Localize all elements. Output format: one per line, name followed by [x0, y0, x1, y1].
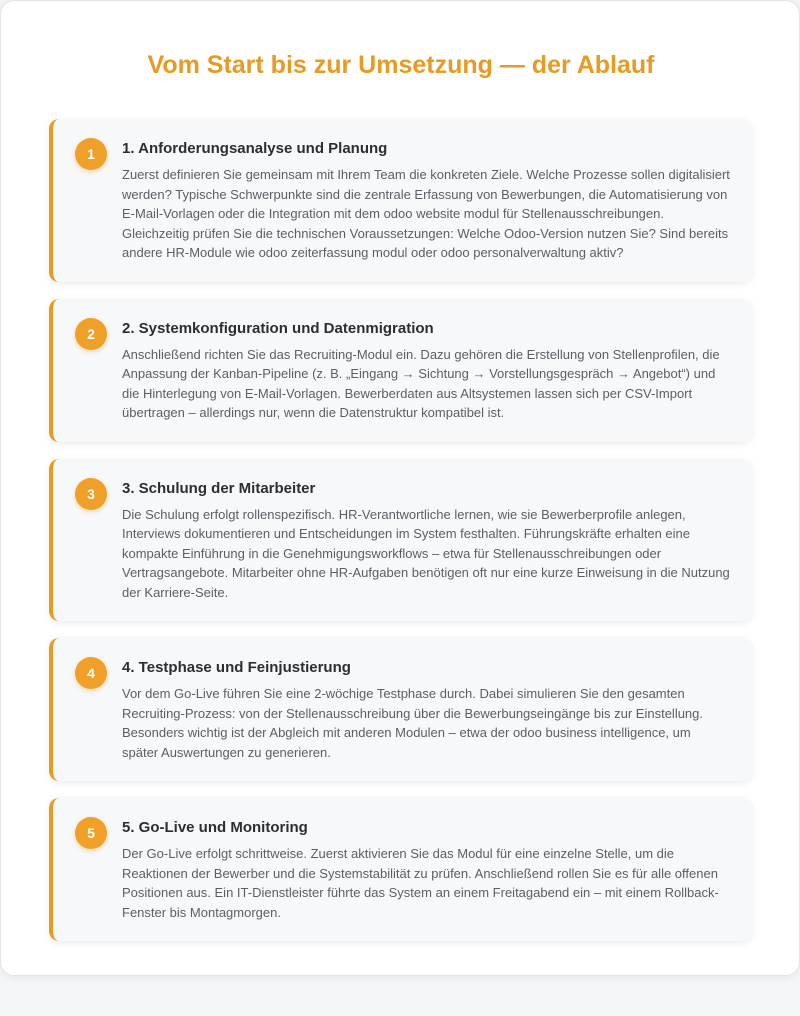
step-number-badge: 5 — [75, 817, 107, 849]
step-number-badge: 2 — [75, 318, 107, 350]
page-title: Vom Start bis zur Umsetzung — der Ablauf — [147, 51, 655, 79]
step-description: Vor dem Go-Live führen Sie eine 2-wöchige Testphase durch. Dabei simulieren Sie den gesamten Recruiting-Prozess: von der Stellenausschreibung über die Bewerbungseingänge bis zur Einstellung. Besonders wichtig ist der Abgleich mit anderen Modulen – etwa der odoo business intelligence, um später Auswertungen zu generieren. — [122, 686, 704, 760]
step-number-badge: 4 — [75, 657, 107, 689]
step-title: 2. Systemkonfiguration und Datenmigration — [122, 319, 434, 337]
step-description: Der Go-Live erfolgt schrittweise. Zuerst aktivieren Sie das Modul für eine einzelne Stelle, um die Reaktionen der Bewerber und die Systemstabilität zu prüfen. Anschließend rollen Sie es für alle offenen Positionen aus. Ein IT-Dienstleister führte das System an einem Freitagabend ein – mit einem Rollback-Fenster bis Montagmorgen. — [122, 846, 719, 920]
step-item-1 — [49, 119, 752, 282]
steps-list — [49, 119, 752, 958]
step-description: Zuerst definieren Sie gemeinsam mit Ihrem Team die konkreten Ziele. Welche Prozesse sollen digitalisiert werden? Typische Schwerpunkte sind die zentrale Erfassung von Bewerbungen, die Automatisierung von E-Mail-Vorlagen oder die Integration mit dem odoo website modul für Stellenausschreibungen. Gleichzeitig prüfen Sie die technischen Voraussetzungen: Welche Odoo-Version nutzen Sie? Sind bereits andere HR-Module wie odoo zeiterfassung modul oder odoo personalverwaltung aktiv? — [122, 167, 730, 260]
step-title: 1. Anforderungsanalyse und Planung — [122, 140, 388, 157]
step-item-2 — [49, 299, 752, 442]
step-number-badge: 1 — [75, 138, 107, 170]
step-item-5 — [49, 798, 752, 941]
step-item-3 — [49, 459, 752, 622]
step-title: 5. Go-Live und Monitoring — [122, 819, 308, 836]
step-item-4 — [49, 638, 752, 781]
step-description: Anschließend richten Sie das Recruiting-Modul ein. Dazu gehören die Erstellung von Stellenprofilen, die Anpassung der Kanban-Pipeline (z. B. „Eingang → Sichtung → Vorstellungsgespräch → Angebot“) und die Hinterlegung von E-Mail-Vorlagen. Bewerberdaten aus Altsystemen lassen sich per CSV-Import übertragen – allerdings nur, wenn die Datenstruktur kompatibel ist. — [122, 346, 720, 420]
step-title: 4. Testphase und Feinjustierung — [122, 659, 351, 676]
step-description: Die Schulung erfolgt rollenspezifisch. HR-Verantwortliche lernen, wie sie Bewerberprofile anlegen, Interviews dokumentieren und Entscheidungen im System festhalten. Führungskräfte erhalten eine kompakte Einführung in die Genehmigungsworkflows – etwa für Stellenausschreibungen oder Vertragsangebote. Mitarbeiter ohne HR-Aufgaben benötigen oft nur eine kurze Einweisung in die Nutzung der Karriere-Seite. — [122, 506, 730, 600]
step-title: 3. Schulung der Mitarbeiter — [122, 479, 316, 497]
step-number-badge: 3 — [75, 478, 107, 510]
